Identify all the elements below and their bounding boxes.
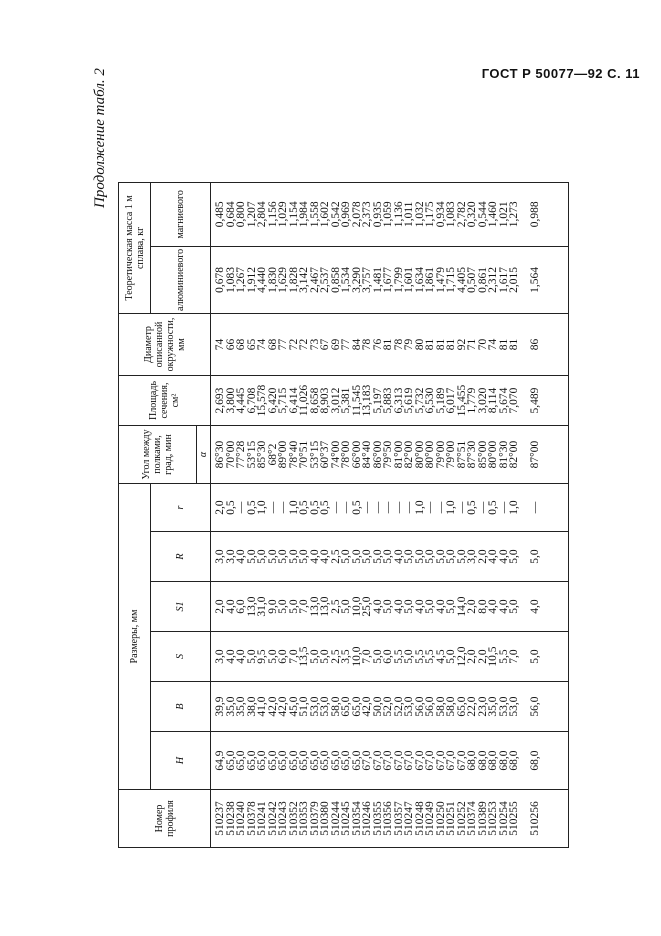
header-R: R (151, 532, 211, 582)
header-mass-group: Теоретическая масса 1 м сплава, кг (119, 182, 151, 313)
column-profile-number: 510237 510238 510240 510378 510241 510242 510243 510352 510353 510379 510380 510244 510245 510354 510246 510355 510356 510357 510247 510248 510249 510250 510251 510252 510374 510389 510253 510254 510255 510256 (211, 790, 569, 848)
header-H: H (151, 732, 211, 790)
column-r: 2,0 0,5 — 0,5 1,0 — — 1,0 0,5 0,5 0,5 — — 0,5 — — — — — 1,0 — — 1,0 — 0,5 — 0,5 — 1,0 — (211, 484, 569, 532)
column-B: 39,9 35,0 35,0 38,0 41,0 42,0 42,0 45,0 51,0 53,0 53,0 58,0 65,0 65,0 42,0 50,0 52,0 52,0 53,0 56,0 56,0 58,0 58,0 65,0 22,0 23,0 35,0 53,0 53,0 56,0 (211, 682, 569, 732)
column-aluminium-mass: 0,678 1,083 1,267 1,912 4,440 1,830 1,629 1,828 3,142 2,467 2,537 0,858 1,534 3,290 3,757 1,481 1,677 1,799 1,601 1,634 1,861 1,479 1,715 4,405 0,507 0,861 2,312 1,617 2,015 1,564 (211, 246, 569, 313)
column-H: 64,9 65,0 65,0 65,0 65,0 65,0 65,0 65,0 65,0 65,0 65,0 65,0 65,0 65,0 67,0 67,0 67,0 67,0 67,0 67,0 67,0 67,0 67,0 67,0 68,0 68,0 68,0 68,0 68,0 68,0 (211, 732, 569, 790)
column-R: 3,0 3,0 4,0 5,0 5,0 5,0 5,0 5,0 5,0 4,0 4,0 2,5 5,0 5,0 5,0 5,0 5,0 4,0 5,0 5,0 5,0 5,0 5,0 5,0 3,0 2,0 4,0 4,0 5,0 5,0 (211, 532, 569, 582)
header-magnesium: магниевого (151, 182, 211, 246)
column-S1: 2,0 4,0 6,0 13,0 31,0 9,0 5,0 5,0 7,0 13,0 13,0 2,5 5,0 10,0 25,0 4,0 5,0 4,0 5,0 4,0 5,0 4,0 5,0 14,0 2,0 8,0 4,0 4,0 5,0 4,0 (211, 582, 569, 632)
column-area: 2,693 3,800 4,445 6,708 15,578 6,420 5,715 6,414 11,026 8,658 8,903 3,012 5,381 11,545 13,183 5,197 5,883 6,313 5,619 5,732 6,530 5,189 6,017 15,455 1,779 3,020 8,114 5,674 7,070 5,489 (211, 376, 569, 426)
header-diameter: Диаметр описанной окружности, мм (119, 314, 211, 376)
column-S: 3,0 4,0 4,0 5,0 9,5 5,0 6,0 7,0 13,5 5,0 5,0 2,5 3,5 10,0 7,0 5,0 6,0 5,5 5,0 5,5 5,5 4,5 5,0 12,0 2,0 2,0 10,5 5,5 7,0 5,0 (211, 632, 569, 682)
header-r: r (151, 484, 211, 532)
header-S: S (151, 632, 211, 682)
header-alpha: α (197, 426, 211, 484)
table-caption: Продолжение табл. 2 (92, 68, 108, 208)
column-diameter: 74 66 68 65 74 68 77 72 72 73 67 69 77 84 78 76 81 78 79 80 81 81 81 92 71 70 74 81 81 86 (211, 314, 569, 376)
column-magnesium-mass: 0,485 0,684 0,800 1,207 2,804 1,156 1,029 1,154 1,984 1,558 1,602 0,542 0,969 2,078 2,373 0,935 1,059 1,136 1,011 1,032 1,175 0,934 1,083 2,782 0,320 0,544 1,460 1,021 1,273 0,988 (211, 182, 569, 246)
page-header: ГОСТ Р 50077—92 С. 11 (481, 66, 640, 81)
header-B: B (151, 682, 211, 732)
column-angle: 86°30 70°00 77°28 53°15 85°30 68°2 89°00 78°40 70°51 53°15 60°37 74°00 78°00 66°00 84°40 86°00 79°50 81°00 82°00 80°00 80°00 79°00 79°00 87°51 87°30 85°00 80°00 81°30 82°00 87°00 (211, 426, 569, 484)
header-sizes-group: Размеры, мм (119, 484, 151, 790)
header-S1: S1 (151, 582, 211, 632)
header-area: Площадь сечения, см² (119, 376, 211, 426)
profiles-table (118, 182, 569, 848)
header-profile-number: Номер профиля (119, 790, 211, 848)
header-aluminium: алюминиевого (151, 246, 211, 313)
header-angle: Угол между полками, град, мин (119, 426, 197, 484)
